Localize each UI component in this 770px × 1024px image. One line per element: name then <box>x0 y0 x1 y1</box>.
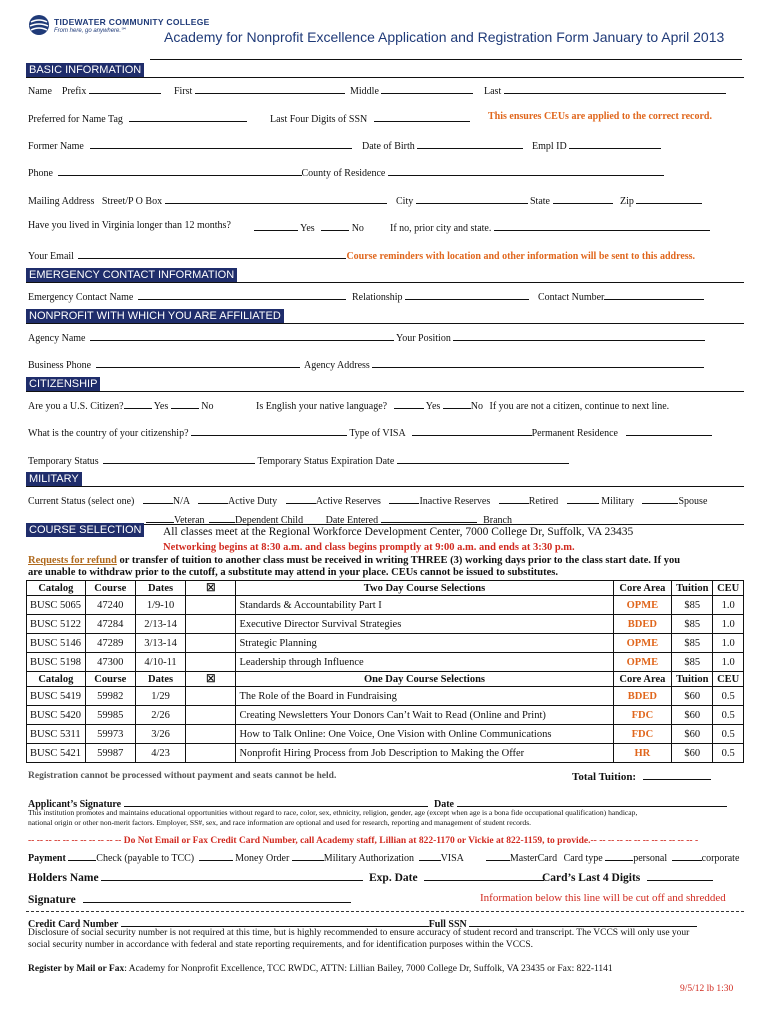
relationship-field[interactable] <box>405 289 529 300</box>
holders-name-label: Holders Name <box>28 872 99 884</box>
permanent-residence-label: Permanent Residence <box>531 428 618 439</box>
core-area-cell: OPME <box>613 596 672 615</box>
ceu-cell: 1.0 <box>713 653 744 672</box>
military-status-row <box>28 493 707 507</box>
ceu-note: This ensures CEUs are applied to the correct record. <box>488 111 712 122</box>
course-title-cell: Leadership through Influence <box>236 653 613 672</box>
table-row <box>27 653 744 672</box>
course-table <box>26 580 744 763</box>
english-question: Is English your native language? <box>256 401 388 412</box>
course-number-cell: 59987 <box>85 744 135 763</box>
one-day-header-cell: Core Area <box>613 672 672 687</box>
email-label: Your Email <box>28 251 74 262</box>
agency-address-label: Agency Address <box>304 360 370 371</box>
us-citizen-yes-field[interactable] <box>124 398 152 409</box>
section-label: COURSE SELECTION <box>26 523 144 537</box>
full-ssn-field[interactable] <box>469 916 697 927</box>
dates-cell: 1/9-10 <box>135 596 185 615</box>
core-area-cell: OPME <box>613 653 672 672</box>
military-inactive-reserves-label: Inactive Reserves <box>419 496 491 507</box>
us-citizen-no-label: No <box>201 401 214 412</box>
exp-date-field[interactable] <box>424 870 544 881</box>
agency-name-field[interactable] <box>90 330 394 341</box>
middle-name-field[interactable] <box>381 83 473 94</box>
former-name-label: Former Name <box>28 141 84 152</box>
course-checkbox[interactable] <box>186 653 236 672</box>
two-day-header-cell: Dates <box>135 581 185 596</box>
networking-note: Networking begins at 8:30 a.m. and class begins promptly at 9:00 a.m. and ends at 3:30 p.m. <box>163 542 575 553</box>
applicant-date-field[interactable] <box>457 796 727 807</box>
course-checkbox[interactable] <box>186 596 236 615</box>
form-title: Academy for Nonprofit Excellence Application and Registration Form January to April 2013 <box>164 29 725 45</box>
dates-cell: 3/26 <box>135 725 185 744</box>
payment-check-field[interactable] <box>68 850 96 861</box>
one-day-header-cell: Course <box>85 672 135 687</box>
tuition-cell: $60 <box>672 687 713 706</box>
permanent-residence-field[interactable] <box>626 425 712 436</box>
agency-address-field[interactable] <box>372 357 704 368</box>
refund-link[interactable]: Requests for refund <box>28 555 117 566</box>
payment-check-label: Check (payable to TCC) <box>96 853 195 864</box>
dates-cell: 2/26 <box>135 706 185 725</box>
card-digits-field[interactable] <box>647 870 713 881</box>
dob-label: Date of Birth <box>362 141 415 152</box>
tuition-cell: $60 <box>672 725 713 744</box>
dates-cell: 4/10-11 <box>135 653 185 672</box>
table-row <box>27 596 744 615</box>
last-label: Last <box>484 86 502 97</box>
dates-cell: 1/29 <box>135 687 185 706</box>
temp-status-label: Temporary Status <box>28 456 99 467</box>
two-day-header-row <box>27 581 744 596</box>
temp-exp-label: Temporary Status Expiration Date <box>257 456 395 467</box>
agency-name-label: Agency Name <box>28 333 86 344</box>
section-military <box>26 470 744 487</box>
full-ssn-label: Full SSN <box>428 919 467 930</box>
temp-exp-field[interactable] <box>397 453 569 464</box>
course-title-cell: The Role of the Board in Fundraising <box>236 687 613 706</box>
card-type-label: Card type <box>563 853 603 864</box>
state-label: State <box>530 196 550 207</box>
cut-off-note: Information below this line will be cut off and shredded <box>480 892 726 904</box>
disclaimer-line-2: national origin or other non-merit factors. Employer, SS#, sex, and race information are optional and used for research, reporting and management of student records. <box>28 818 532 827</box>
emplid-field[interactable] <box>569 138 661 149</box>
us-citizen-yes-label: Yes <box>153 401 169 412</box>
college-tagline: From here, go anywhere.℠ <box>54 28 128 34</box>
table-row <box>27 725 744 744</box>
military-na-field[interactable] <box>143 493 173 504</box>
catalog-cell: BUSC 5311 <box>27 725 86 744</box>
contact-number-label: Contact Number <box>538 292 605 303</box>
military-retired-label: Retired <box>528 496 559 507</box>
card-personal-label: personal <box>633 853 668 864</box>
ceu-cell: 1.0 <box>713 615 744 634</box>
email-note: Course reminders with location and other information will be sent to this address. <box>346 251 696 262</box>
business-phone-field[interactable] <box>96 357 300 368</box>
ceu-cell: 0.5 <box>713 725 744 744</box>
military-military-field[interactable] <box>567 493 599 504</box>
section-course-selection <box>26 524 144 536</box>
visa-type-label: Type of VISA <box>349 428 406 439</box>
tuition-cell: $85 <box>672 634 713 653</box>
emplid-label: Empl ID <box>532 141 567 152</box>
military-spouse-field[interactable] <box>642 493 678 504</box>
catalog-cell: BUSC 5065 <box>27 596 86 615</box>
phone-field[interactable] <box>58 165 302 176</box>
payment-mastercard-label: MasterCard <box>509 853 558 864</box>
virginia-yes-label: Yes <box>300 223 315 234</box>
dates-cell: 3/13-14 <box>135 634 185 653</box>
two-day-header-cell: Two Day Course Selections <box>236 581 613 596</box>
prefix-field[interactable] <box>89 83 161 94</box>
former-name-field[interactable] <box>90 138 352 149</box>
tuition-cell: $85 <box>672 615 713 634</box>
military-retired-field[interactable] <box>499 493 529 504</box>
relationship-label: Relationship <box>352 292 403 303</box>
version-stamp: 9/5/12 lb 1:30 <box>680 984 734 994</box>
ceu-cell: 0.5 <box>713 687 744 706</box>
course-checkbox[interactable] <box>186 615 236 634</box>
english-yes-label: Yes <box>425 401 441 412</box>
us-citizen-question: Are you a U.S. Citizen? <box>28 401 124 412</box>
catalog-cell: BUSC 5122 <box>27 615 86 634</box>
course-number-cell: 47289 <box>85 634 135 653</box>
core-area-cell: BDED <box>613 687 672 706</box>
prior-city-field[interactable] <box>494 220 710 231</box>
county-field[interactable] <box>388 165 664 176</box>
state-field[interactable] <box>553 193 613 204</box>
course-number-cell: 47300 <box>85 653 135 672</box>
zip-label: Zip <box>620 196 634 207</box>
payment-military-label: Military Authorization <box>323 853 415 864</box>
emergency-name-label: Emergency Contact Name <box>28 292 134 303</box>
catalog-cell: BUSC 5419 <box>27 687 86 706</box>
emergency-name-field[interactable] <box>138 289 346 300</box>
course-number-cell: 59985 <box>85 706 135 725</box>
military-inactive-reserves-field[interactable] <box>389 493 419 504</box>
section-basic-information <box>26 61 744 78</box>
country-question: What is the country of your citizenship? <box>28 428 189 439</box>
city-field[interactable] <box>416 193 528 204</box>
street-label: Street/P O Box <box>101 196 163 207</box>
total-tuition-label: Total Tuition: <box>572 771 637 783</box>
two-day-header-cell: ☒ <box>186 581 236 596</box>
prefix-label: Prefix <box>61 86 87 97</box>
date-entered-field[interactable] <box>381 512 477 523</box>
english-no-label: No <box>470 401 484 412</box>
ssn-disclosure-1: Disclosure of social security number is not required at this time, but is highly recommended to ensure accuracy of student record and transcript. The VCCS will only use your <box>28 928 690 938</box>
total-tuition-field[interactable] <box>643 769 711 780</box>
course-checkbox[interactable] <box>186 634 236 653</box>
course-checkbox[interactable] <box>186 725 236 744</box>
first-label: First <box>174 86 193 97</box>
course-number-cell: 47284 <box>85 615 135 634</box>
one-day-header-cell: ☒ <box>186 672 236 687</box>
section-label: MILITARY <box>26 472 82 486</box>
cc-number-label: Credit Card Number <box>28 919 119 930</box>
course-title-cell: Executive Director Survival Strategies <box>236 615 613 634</box>
course-title-cell: Standards & Accountability Part I <box>236 596 613 615</box>
one-day-header-cell: Tuition <box>672 672 713 687</box>
one-day-header-row <box>27 672 744 687</box>
payment-visa-label: VISA <box>440 853 464 864</box>
catalog-cell: BUSC 5146 <box>27 634 86 653</box>
english-no-field[interactable] <box>443 398 471 409</box>
catalog-cell: BUSC 5198 <box>27 653 86 672</box>
military-status-row2 <box>146 512 512 526</box>
card-corporate-label: corporate <box>701 853 740 864</box>
card-corporate-field[interactable] <box>672 850 702 861</box>
dob-field[interactable] <box>417 138 523 149</box>
contact-number-field[interactable] <box>604 289 704 300</box>
table-row <box>27 615 744 634</box>
section-nonprofit <box>26 307 744 324</box>
course-title-cell: Strategic Planning <box>236 634 613 653</box>
payment-money-order-field[interactable] <box>199 850 233 861</box>
military-active-reserves-field[interactable] <box>286 493 316 504</box>
course-title-cell: Nonprofit Hiring Process from Job Description to Making the Offer <box>236 744 613 763</box>
class-location: All classes meet at the Regional Workforce Development Center, 7000 College Dr, Suffolk, VA 23435 <box>163 526 634 538</box>
one-day-header-cell: One Day Course Selections <box>236 672 613 687</box>
payment-label: Payment <box>28 853 66 864</box>
cc-number-field[interactable] <box>121 916 429 927</box>
exp-date-label: Exp. Date <box>369 872 418 884</box>
name-label: Name <box>28 86 52 97</box>
payment-mastercard-field[interactable] <box>486 850 510 861</box>
disclaimer-line-1: This institution promotes and maintains educational opportunities without regard to race, color, sex, ethnicity, religion, gender, age (except when age is a bona fide occupational qualification) handicap, <box>28 808 638 817</box>
card-personal-field[interactable] <box>605 850 633 861</box>
payment-visa-field[interactable] <box>419 850 441 861</box>
position-field[interactable] <box>453 330 705 341</box>
last-name-field[interactable] <box>504 83 726 94</box>
ceu-cell: 1.0 <box>713 634 744 653</box>
military-veteran-field[interactable] <box>146 512 174 523</box>
signature-label: Signature <box>28 894 76 906</box>
preferred-name-field[interactable] <box>129 111 247 122</box>
course-number-cell: 59973 <box>85 725 135 744</box>
one-day-header-cell: Catalog <box>27 672 86 687</box>
ssn4-label: Last Four Digits of SSN <box>270 114 368 125</box>
tuition-cell: $60 <box>672 706 713 725</box>
virginia-no-label: No <box>351 223 364 234</box>
course-checkbox[interactable] <box>186 706 236 725</box>
county-label: County of Residence <box>301 168 386 179</box>
city-label: City <box>396 196 414 207</box>
phone-label: Phone <box>28 168 53 179</box>
core-area-cell: OPME <box>613 634 672 653</box>
section-emergency-contact <box>26 266 744 283</box>
card-digits-label: Card’s Last 4 Digits <box>542 872 641 884</box>
virginia-yes-field[interactable] <box>254 220 298 231</box>
two-day-header-cell: Tuition <box>672 581 713 596</box>
section-label: EMERGENCY CONTACT INFORMATION <box>26 268 237 282</box>
zip-field[interactable] <box>636 193 702 204</box>
section-citizenship <box>26 375 744 392</box>
core-area-cell: BDED <box>613 615 672 634</box>
first-name-field[interactable] <box>195 83 345 94</box>
name-row <box>28 83 161 97</box>
mailing-address-label: Mailing Address <box>28 196 95 207</box>
branch-label: Branch <box>483 515 512 526</box>
temp-status-field[interactable] <box>103 453 255 464</box>
register-text: : Academy for Nonprofit Excellence, TCC RWDC, ATTN: Lillian Bailey, 7000 College Dr, Suffolk, VA 23435 or Fax: 822-1141 <box>124 964 613 974</box>
course-number-cell: 47240 <box>85 596 135 615</box>
catalog-cell: BUSC 5420 <box>27 706 86 725</box>
course-number-cell: 59982 <box>85 687 135 706</box>
virginia-question: Have you lived in Virginia longer than 12 months? <box>28 220 231 231</box>
ceu-cell: 0.5 <box>713 744 744 763</box>
tuition-cell: $85 <box>672 653 713 672</box>
course-title-cell: Creating Newsletters Your Donors Can’t Wait to Read (Online and Print) <box>236 706 613 725</box>
one-day-header-cell: Dates <box>135 672 185 687</box>
dates-cell: 4/23 <box>135 744 185 763</box>
no-email-warning: -- -- -- -- -- -- -- -- -- -- -- Do Not Email or Fax Credit Card Number, call Academy staff, Lillian at 822-1170 or Vickie at 822-1159, to provide.-- -- -- -- -- -- -- -- -- -- -- -- - <box>28 836 699 846</box>
payment-military-field[interactable] <box>292 850 324 861</box>
register-label: Register by Mail or Fax <box>28 964 125 974</box>
two-day-header-cell: CEU <box>713 581 744 596</box>
military-spouse-label: Spouse <box>678 496 708 507</box>
college-name: TIDEWATER COMMUNITY COLLEGE <box>54 17 210 27</box>
section-label: CITIZENSHIP <box>26 377 100 391</box>
applicant-signature-label: Applicant’s Signature <box>28 799 122 810</box>
holders-name-field[interactable] <box>101 870 363 881</box>
visa-type-field[interactable] <box>412 425 532 436</box>
military-active-reserves-label: Active Reserves <box>315 496 381 507</box>
us-citizen-no-field[interactable] <box>171 398 199 409</box>
title-rule <box>150 59 742 60</box>
table-row <box>27 706 744 725</box>
two-day-header-cell: Catalog <box>27 581 86 596</box>
course-title-cell: How to Talk Online: One Voice, One Vision with Online Communications <box>236 725 613 744</box>
ssn-disclosure-2: social security number in accordance with federal and state reporting requirements, and for identification purposes within the VCCS. <box>28 940 534 950</box>
refund-text: or transfer of tuition to another class must be received in writing THREE (3) working days prior to the class start date. If you <box>116 555 681 566</box>
signature-field[interactable] <box>83 892 351 903</box>
one-day-header-cell: CEU <box>713 672 744 687</box>
military-na-label: N/A <box>172 496 190 507</box>
payment-money-order-label: Money Order <box>235 853 290 864</box>
prior-city-label: If no, prior city and state. <box>390 223 492 234</box>
dates-cell: 2/13-14 <box>135 615 185 634</box>
military-dependent-field[interactable] <box>209 512 235 523</box>
two-day-header-cell: Course <box>85 581 135 596</box>
applicant-signature-field[interactable] <box>124 796 428 807</box>
section-label: BASIC INFORMATION <box>26 63 144 77</box>
military-military-label: Military <box>601 496 634 507</box>
business-phone-label: Business Phone <box>28 360 92 371</box>
military-active-duty-field[interactable] <box>198 493 228 504</box>
current-status-label: Current Status (select one) <box>28 496 135 507</box>
core-area-cell: FDC <box>613 725 672 744</box>
table-row <box>27 744 744 763</box>
military-veteran-label: Veteran <box>174 515 205 526</box>
english-yes-field[interactable] <box>394 398 424 409</box>
table-row <box>27 634 744 653</box>
table-row <box>27 687 744 706</box>
country-field[interactable] <box>191 425 347 436</box>
position-label: Your Position <box>396 333 451 344</box>
military-active-duty-label: Active Duty <box>228 496 278 507</box>
tuition-cell: $85 <box>672 596 713 615</box>
virginia-no-field[interactable] <box>321 220 349 231</box>
catalog-cell: BUSC 5421 <box>27 744 86 763</box>
course-checkbox[interactable] <box>186 744 236 763</box>
preferred-name-label: Preferred for Name Tag <box>28 114 123 125</box>
core-area-cell: HR <box>613 744 672 763</box>
email-field[interactable] <box>78 248 346 259</box>
ceu-cell: 1.0 <box>713 596 744 615</box>
tuition-cell: $60 <box>672 744 713 763</box>
refund-text-2: are unable to withdraw prior to the cutoff, a substitute may attend in your place. CEUs cannot be issued to substitutes. <box>28 567 558 578</box>
section-label: NONPROFIT WITH WHICH YOU ARE AFFILIATED <box>26 309 284 323</box>
core-area-cell: FDC <box>613 706 672 725</box>
two-day-header-cell: Core Area <box>613 581 672 596</box>
course-checkbox[interactable] <box>186 687 236 706</box>
date-entered-label: Date Entered <box>325 515 379 526</box>
tcc-globe-icon <box>28 14 50 36</box>
street-field[interactable] <box>165 193 387 204</box>
military-dependent-label: Dependent Child <box>235 515 304 526</box>
ssn4-field[interactable] <box>374 111 470 122</box>
middle-label: Middle <box>350 86 379 97</box>
registration-note: Registration cannot be processed without payment and seats cannot be held. <box>28 771 337 781</box>
not-citizen-note: If you are not a citizen, continue to next line. <box>489 401 670 412</box>
cut-line <box>26 911 744 912</box>
applicant-date-label: Date <box>434 799 454 810</box>
ceu-cell: 0.5 <box>713 706 744 725</box>
